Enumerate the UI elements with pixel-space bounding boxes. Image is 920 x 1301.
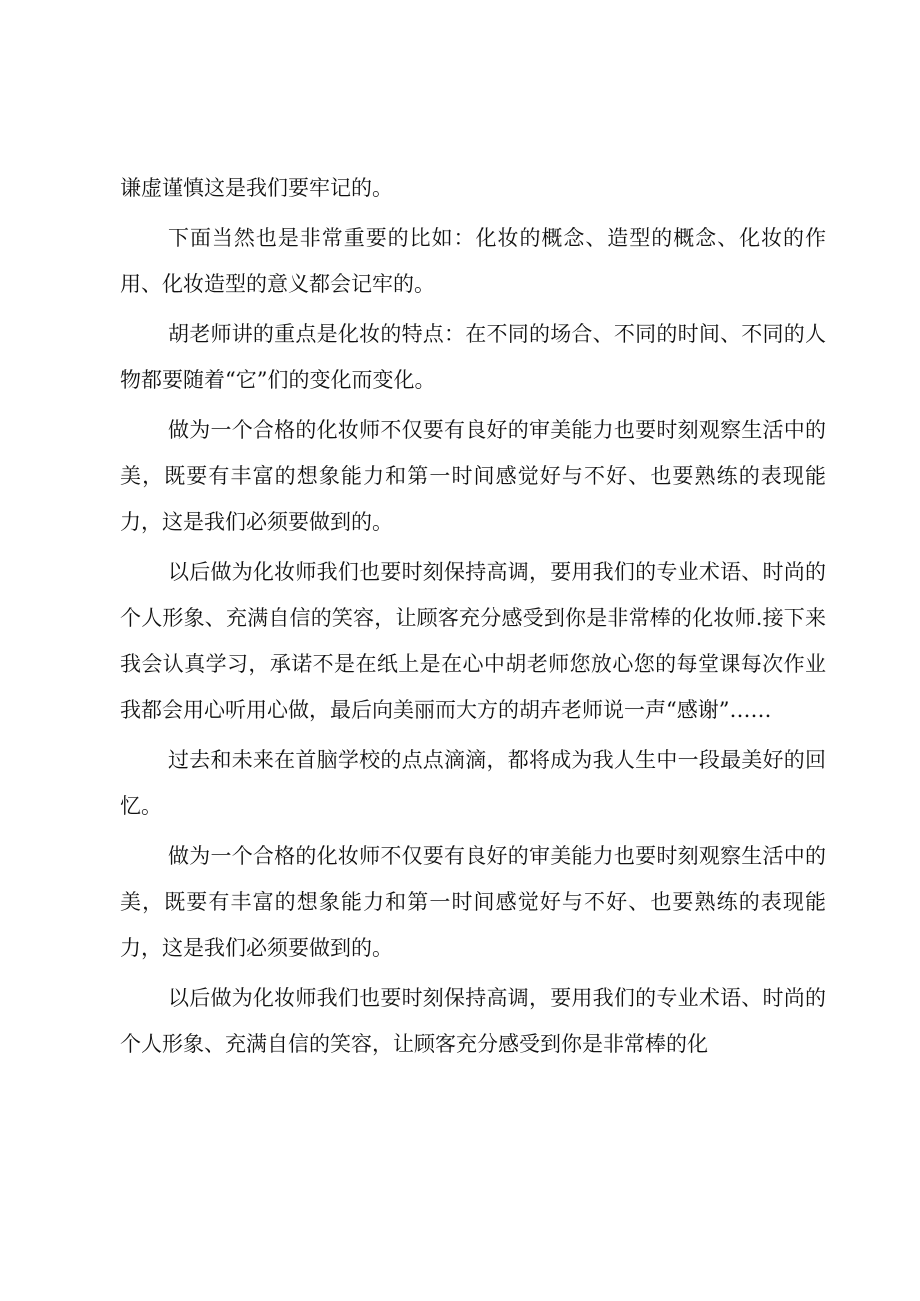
paragraph-qualified-artist-repeat: 做为一个合格的化妆师不仅要有良好的审美能力也要时刻观察生活中的美，既要有丰富的想象能力和第一时间感觉好与不好、也要熟练的表现能力，这是我们必须要做到的。 [120, 844, 826, 960]
paragraph-qualified-artist: 做为一个合格的化妆师不仅要有良好的审美能力也要时刻观察生活中的美，既要有丰富的想象能力和第一时间感觉好与不好、也要熟练的表现能力，这是我们必须要做到的。 [120, 418, 826, 534]
paragraph-makeup-features: 胡老师讲的重点是化妆的特点：在不同的场合、不同的时间、不同的人物都要随着“它”们的变化而变化。 [120, 322, 826, 392]
paragraph-continuation: 谦虚谨慎这是我们要牢记的。 [120, 176, 393, 200]
paragraph-future-commitment-repeat: 以后做为化妆师我们也要时刻保持高调，要用我们的专业术语、时尚的个人形象、充满自信的笑容，让顾客充分感受到你是非常棒的化 [120, 986, 826, 1056]
paragraph-concepts: 下面当然也是非常重要的比如：化妆的概念、造型的概念、化妆的作用、化妆造型的意义都会记牢的。 [120, 226, 826, 296]
document-page [120, 165, 826, 1071]
paragraph-future-commitment: 以后做为化妆师我们也要时刻保持高调，要用我们的专业术语、时尚的个人形象、充满自信的笑容，让顾客充分感受到你是非常棒的化妆师.接下来我会认真学习，承诺不是在纸上是在心中胡老师您放心您的每堂课每次作业我都会用心听用心做，最后向美丽而大方的胡卉老师说一声“感谢”…… [120, 560, 826, 722]
paragraph-memories: 过去和未来在首脑学校的点点滴滴，都将成为我人生中一段最美好的回忆。 [120, 748, 826, 818]
